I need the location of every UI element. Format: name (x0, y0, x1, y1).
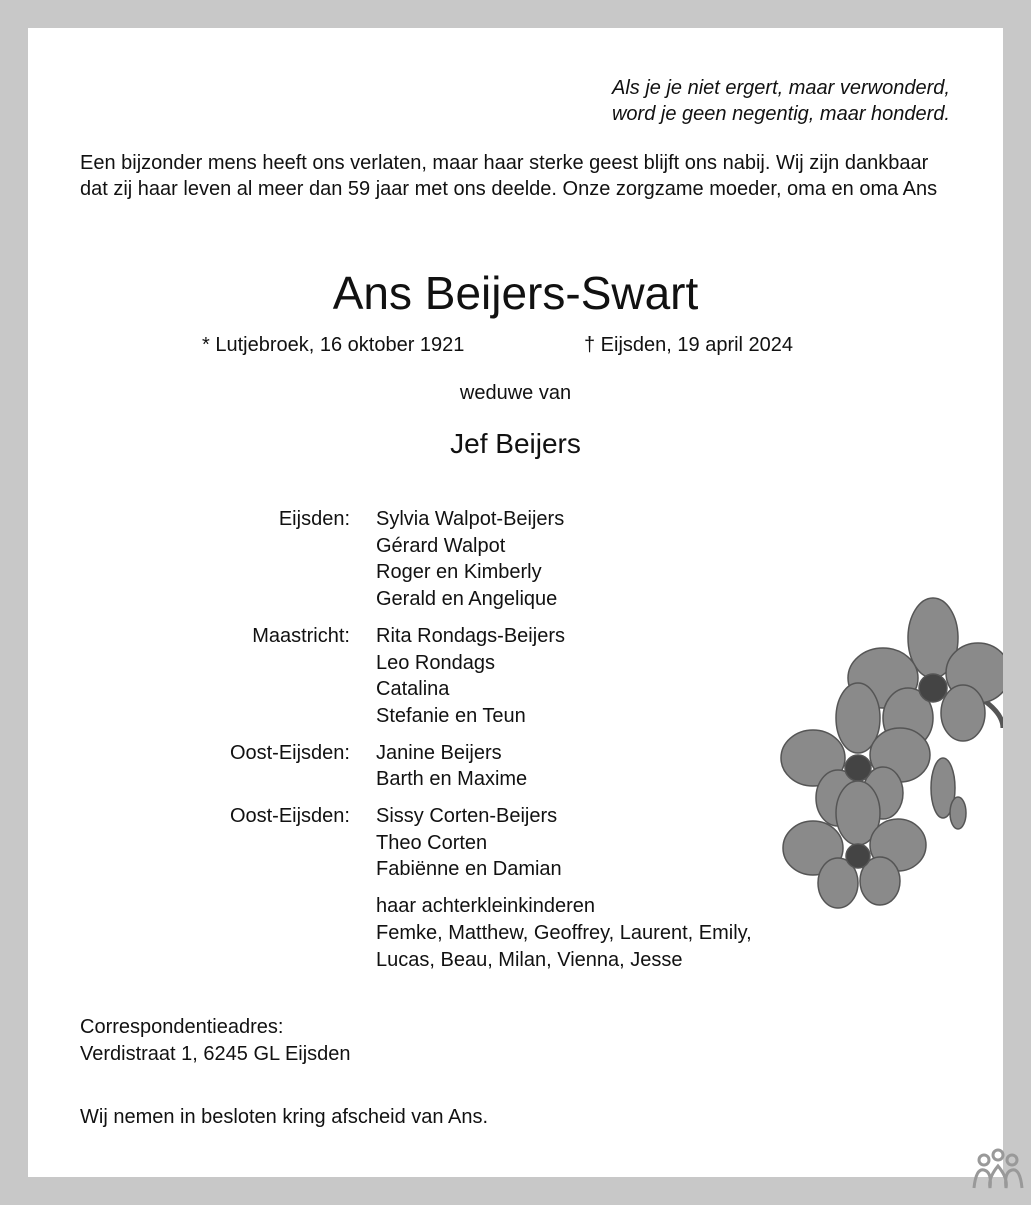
family-member: Barth en Maxime (376, 768, 528, 791)
spouse-name: Jef Beijers (450, 428, 581, 459)
family-place: Maastricht: (252, 624, 350, 647)
death-info: † Eijsden, 19 april 2024 (584, 334, 794, 356)
family-member: Leo Rondags (376, 651, 495, 674)
family-member: Sissy Corten-Beijers (376, 805, 558, 828)
family-place (28, 893, 376, 973)
family-member: Janine Beijers (376, 741, 502, 764)
family-list (28, 506, 752, 983)
intro-text: Een bijzonder mens heeft ons verlaten, maar haar sterke geest blijft ons nabij. Wij zijn dankbaar dat zij haar leven al meer dan 59 jaar met ons deelde. Onze zorgzame moeder, oma en oma Ans (80, 152, 938, 200)
family-names (376, 893, 752, 973)
family-group (28, 803, 752, 883)
family-member: Fabiënne en Damian (376, 858, 562, 881)
orchid-illustration (763, 588, 1003, 918)
birth-info: * Lutjebroek, 16 oktober 1921 (202, 334, 465, 356)
motto: Als je je niet ergert, maar verwonderd, word je geen negentig, maar honderd. (611, 77, 950, 125)
family-names (376, 623, 565, 730)
family-place: Oost-Eijsden: (229, 805, 350, 828)
family-names (376, 506, 564, 613)
family-member: Stefanie en Teun (376, 704, 526, 727)
family-member: Femke, Matthew, Geoffrey, Laurent, Emily, (376, 921, 752, 944)
correspondence: Correspondentieadres: Verdistraat 1, 6245 GL Eijsden (80, 1016, 351, 1065)
family-member: Rita Rondags-Beijers (376, 624, 565, 647)
deceased-name: Ans Beijers-Swart (332, 267, 699, 319)
family-member: Roger en Kimberly (376, 561, 542, 584)
widow-of-label: weduwe van (459, 382, 572, 404)
family-group (28, 506, 752, 613)
family-group (28, 893, 752, 973)
family-names (376, 803, 562, 883)
family-place: Eijsden: (278, 508, 350, 530)
family-logo-icon (970, 1148, 1026, 1192)
family-member: Sylvia Walpot-Beijers (376, 508, 565, 530)
family-place: Oost-Eijsden: (229, 741, 350, 764)
family-member: Gerald en Angelique (376, 588, 558, 611)
family-member: Lucas, Beau, Milan, Vienna, Jesse (376, 948, 683, 971)
family-names (376, 740, 527, 793)
family-member: haar achterkleinkinderen (376, 895, 596, 918)
family-group (28, 623, 752, 730)
family-member: Theo Corten (376, 831, 488, 854)
family-group (28, 740, 752, 793)
obituary-card (28, 28, 1003, 1177)
family-member: Catalina (376, 678, 450, 701)
family-member: Gérard Walpot (376, 534, 506, 557)
closing-text: Wij nemen in besloten kring afscheid van Ans. (80, 1106, 488, 1128)
